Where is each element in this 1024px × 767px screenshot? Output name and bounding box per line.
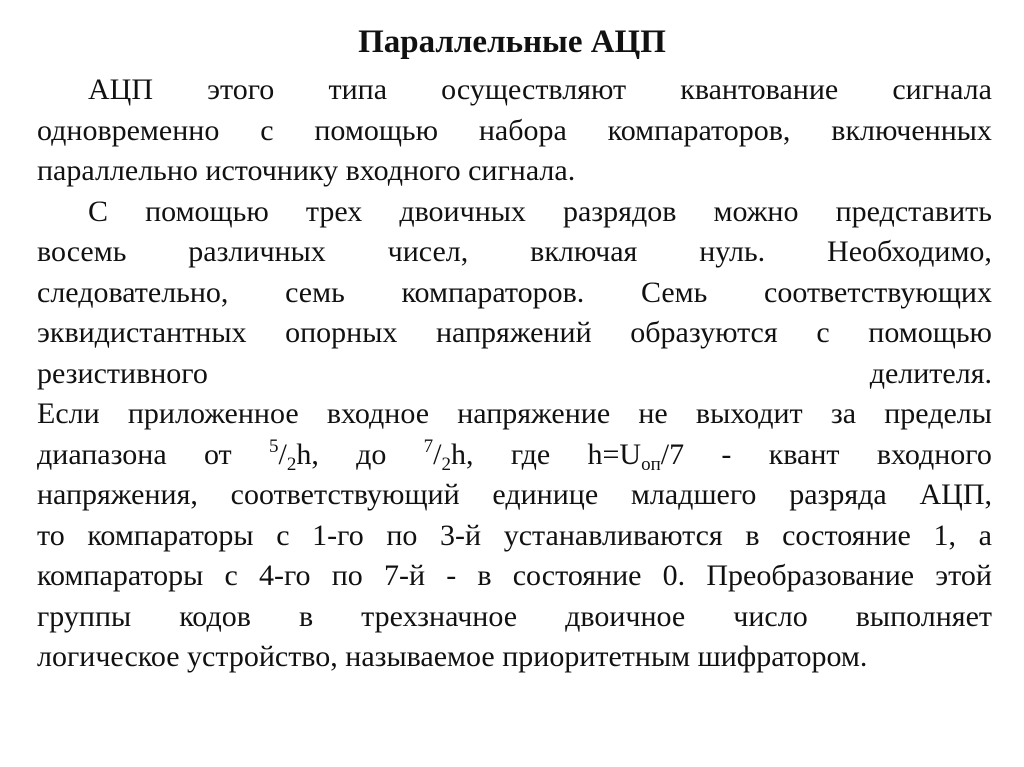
word: компараторов.	[401, 275, 585, 309]
word: квант	[768, 437, 840, 471]
word: компараторов,	[607, 113, 791, 147]
word: с	[260, 113, 274, 147]
formula-subscript: оп	[641, 453, 661, 475]
text-line	[37, 556, 992, 597]
fraction-denominator: 2	[286, 453, 297, 475]
word: двоичных	[399, 194, 526, 228]
line-text: параллельно источнику входного сигнала.	[37, 154, 576, 187]
text-line	[37, 597, 992, 638]
word: компараторы	[37, 559, 204, 592]
fraction-five-halves	[269, 435, 319, 476]
text-line	[37, 516, 992, 557]
text-line	[37, 151, 992, 192]
word: а	[978, 518, 992, 552]
word: состояние	[782, 518, 911, 552]
word: нуль.	[699, 235, 766, 268]
word: одновременно	[37, 113, 220, 147]
word: различных	[188, 235, 326, 268]
slide-body	[37, 70, 992, 678]
word: с	[276, 518, 290, 552]
word: -	[446, 559, 457, 592]
text-line	[37, 394, 992, 435]
word: 4-го	[258, 559, 311, 592]
word: в	[745, 518, 760, 552]
slide-title: Параллельные АЦП	[358, 24, 666, 60]
word: Преобразование	[706, 559, 915, 592]
word: С	[88, 194, 109, 228]
word: помощью	[314, 113, 439, 147]
word: напряжения,	[37, 478, 198, 511]
word: Если	[37, 397, 100, 430]
text-line-formula	[37, 435, 992, 476]
word: пределы	[884, 397, 992, 430]
fraction-seven-halves	[424, 435, 474, 476]
word: этого	[207, 73, 275, 106]
word: 3-й	[440, 518, 482, 552]
word: с	[816, 316, 830, 349]
word: не	[638, 397, 668, 430]
word: этой	[935, 559, 992, 592]
quantum-formula	[588, 435, 685, 476]
formula-suffix: /7	[660, 437, 685, 471]
word: типа	[328, 73, 388, 106]
word: -	[721, 437, 732, 471]
text-line	[37, 232, 992, 273]
word: за	[830, 397, 857, 430]
word: чисел,	[387, 235, 469, 268]
word: число	[733, 599, 808, 633]
word: помощью	[145, 194, 269, 228]
word: состояние	[512, 559, 642, 592]
text-line	[37, 192, 992, 233]
text-line	[37, 273, 992, 314]
word: можно	[713, 194, 799, 228]
word: единице	[492, 478, 599, 511]
word: напряжение	[457, 397, 611, 430]
word: группы	[37, 599, 132, 633]
word: в	[477, 559, 492, 592]
word: восемь	[37, 235, 127, 268]
word: двоичное	[565, 599, 686, 633]
word: с	[224, 559, 238, 592]
word: от	[203, 437, 232, 471]
word: по	[386, 518, 418, 552]
word: соответствующих	[764, 275, 992, 309]
word: 1,	[933, 518, 956, 552]
word: то	[37, 518, 65, 552]
word: эквидистантных	[37, 316, 247, 349]
word: делителя.	[869, 356, 992, 390]
text-line	[37, 354, 992, 395]
word: АЦП,	[919, 478, 992, 511]
text-line	[37, 70, 992, 111]
word: семь	[285, 275, 345, 309]
word: диапазона	[37, 437, 167, 471]
word: разряда	[789, 478, 887, 511]
word: до	[356, 437, 387, 471]
word: включенных	[831, 113, 992, 147]
fraction-variable: h,	[451, 437, 474, 471]
word: входное	[326, 397, 430, 430]
word: набора	[478, 113, 567, 147]
word: выходит	[695, 397, 803, 430]
word: трехзначное	[361, 599, 518, 633]
fraction-slash: /	[433, 437, 442, 471]
word: образуются	[630, 316, 778, 349]
word: Семь	[640, 275, 708, 309]
word: следовательно,	[37, 275, 229, 309]
word: разрядов	[562, 194, 677, 228]
word: в	[298, 599, 314, 633]
word: включая	[530, 235, 638, 268]
word: 0.	[662, 559, 686, 592]
word: сигнала	[892, 73, 992, 106]
word: представить	[835, 194, 992, 228]
fraction-slash: /	[278, 437, 287, 471]
word: по	[331, 559, 363, 592]
word: младшего	[630, 478, 757, 511]
fraction-denominator: 2	[441, 453, 452, 475]
word: где	[510, 437, 551, 471]
text-line	[37, 475, 992, 516]
word: входного	[876, 437, 992, 471]
word: компараторы	[87, 518, 254, 552]
word: выполняет	[855, 599, 992, 633]
fraction-numerator: 7	[423, 435, 434, 457]
word: приложенное	[127, 397, 299, 430]
fraction-variable: h,	[296, 437, 319, 471]
word: 1-го	[312, 518, 364, 552]
word: помощью	[868, 316, 992, 349]
word: Необходимо,	[827, 235, 992, 268]
word: напряжений	[436, 316, 592, 349]
word: 7-й	[383, 559, 425, 592]
word: осуществляют	[441, 73, 627, 106]
word: опорных	[285, 316, 398, 349]
text-line	[37, 637, 992, 678]
formula-prefix: h=U	[587, 437, 642, 471]
word: кодов	[179, 599, 251, 633]
text-line	[37, 313, 992, 354]
line-text: логическое устройство, называемое приоритетным шифратором.	[37, 640, 868, 673]
word: соответствующий	[230, 478, 460, 511]
word: устанавливаются	[503, 518, 723, 552]
word: трех	[305, 194, 363, 228]
word: АЦП	[88, 73, 153, 106]
fraction-numerator: 5	[268, 435, 279, 457]
word: резистивного	[37, 356, 208, 390]
text-line	[37, 111, 992, 152]
word: квантование	[680, 73, 839, 106]
